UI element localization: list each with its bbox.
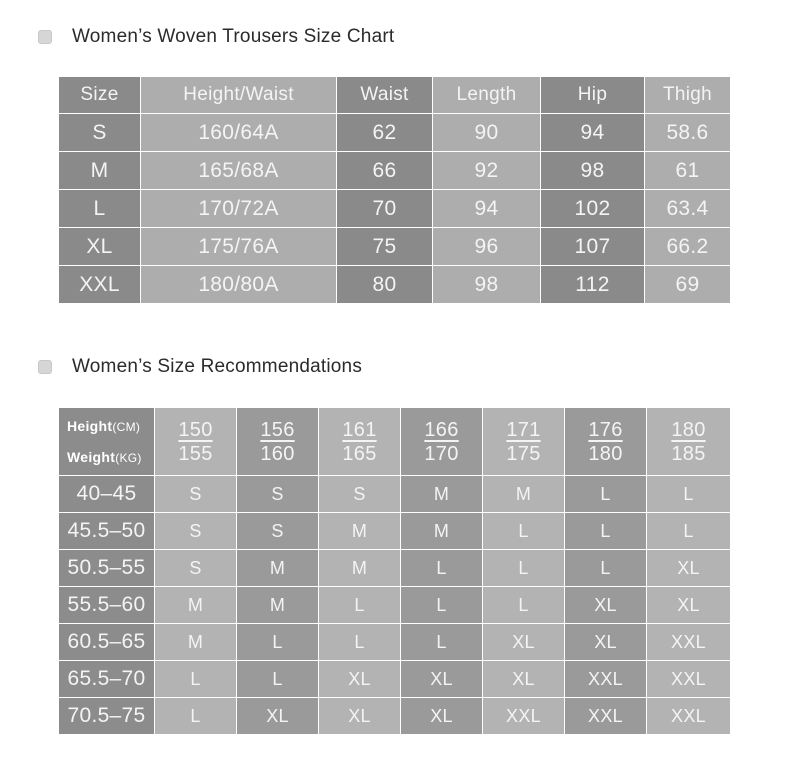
size-chart-cell: 75 <box>337 228 433 266</box>
size-chart-cell: 80 <box>337 266 433 304</box>
recommended-size-cell: L <box>483 513 565 550</box>
recommended-size-cell: S <box>155 476 237 513</box>
recommended-size-cell: XXL <box>647 624 731 661</box>
recommended-size-cell: XL <box>401 698 483 735</box>
height-range-cell <box>647 408 731 476</box>
size-chart-cell: 160/64A <box>141 114 337 152</box>
recommended-size-cell: S <box>155 550 237 587</box>
size-chart-cell: M <box>59 152 141 190</box>
size-chart-cell: 62 <box>337 114 433 152</box>
recommended-size-cell: M <box>319 550 401 587</box>
recommended-size-cell: S <box>237 513 319 550</box>
size-chart-header-row <box>59 77 731 114</box>
recommended-size-cell: XL <box>319 661 401 698</box>
weight-label <box>67 442 154 473</box>
height-range-to: 180 <box>588 442 623 465</box>
recommended-size-cell: XL <box>401 661 483 698</box>
size-chart-cell: 66 <box>337 152 433 190</box>
size-chart-header-cell: Hip <box>541 77 645 114</box>
size-chart-row <box>59 152 731 190</box>
recommended-size-cell: S <box>237 476 319 513</box>
recommended-size-cell: XL <box>565 624 647 661</box>
recommended-size-cell: XXL <box>483 698 565 735</box>
size-chart-header-cell: Thigh <box>645 77 731 114</box>
height-weight-corner-cell <box>59 408 155 476</box>
size-chart-cell: 92 <box>433 152 541 190</box>
recommended-size-cell: M <box>483 476 565 513</box>
bullet-icon <box>38 30 52 44</box>
recommended-size-cell: M <box>401 513 483 550</box>
recommended-size-cell: L <box>401 550 483 587</box>
recommended-size-cell: XL <box>647 587 731 624</box>
recommendation-row <box>59 698 731 735</box>
recommended-size-cell: XXL <box>565 698 647 735</box>
size-chart-cell: 58.6 <box>645 114 731 152</box>
size-chart-cell: L <box>59 190 141 228</box>
recommendation-row <box>59 587 731 624</box>
size-chart-cell: XL <box>59 228 141 266</box>
size-chart-cell: S <box>59 114 141 152</box>
recommended-size-cell: L <box>155 698 237 735</box>
recommended-size-cell: XXL <box>565 661 647 698</box>
recommendation-row <box>59 624 731 661</box>
size-chart-cell: 180/80A <box>141 266 337 304</box>
recommended-size-cell: XL <box>565 587 647 624</box>
size-chart-row <box>59 266 731 304</box>
size-chart-row <box>59 228 731 266</box>
recommended-size-cell: XXL <box>647 661 731 698</box>
recommendations-heading <box>38 356 362 378</box>
size-chart-cell: 112 <box>541 266 645 304</box>
size-chart-cell: 63.4 <box>645 190 731 228</box>
height-unit: (CM) <box>112 419 141 434</box>
recommendation-row <box>59 476 731 513</box>
size-chart-cell: 94 <box>541 114 645 152</box>
weight-range-cell: 50.5–55 <box>59 550 155 587</box>
recommended-size-cell: XL <box>483 624 565 661</box>
recommendations-title: Women’s Size Recommendations <box>72 356 363 377</box>
recommended-size-cell: XL <box>319 698 401 735</box>
recommended-size-cell: L <box>483 550 565 587</box>
height-label-text: Height <box>67 417 113 434</box>
size-chart-cell: 102 <box>541 190 645 228</box>
recommended-size-cell: L <box>647 476 731 513</box>
recommended-size-cell: M <box>237 587 319 624</box>
weight-range-cell: 60.5–65 <box>59 624 155 661</box>
height-range-from: 166 <box>424 418 459 441</box>
size-chart-cell: 66.2 <box>645 228 731 266</box>
recommended-size-cell: L <box>401 624 483 661</box>
size-chart-cell: 107 <box>541 228 645 266</box>
size-chart-table <box>58 76 731 304</box>
size-chart-cell: 94 <box>433 190 541 228</box>
height-range-cell <box>155 408 237 476</box>
recommended-size-cell: L <box>319 624 401 661</box>
recommended-size-cell: XL <box>647 550 731 587</box>
recommended-size-cell: L <box>565 513 647 550</box>
size-chart-row <box>59 114 731 152</box>
height-range-cell <box>319 408 401 476</box>
height-range-to: 170 <box>424 442 459 465</box>
recommended-size-cell: L <box>565 476 647 513</box>
height-range-from: 156 <box>260 418 295 441</box>
weight-range-cell: 55.5–60 <box>59 587 155 624</box>
size-chart-cell: 70 <box>337 190 433 228</box>
recommended-size-cell: L <box>483 587 565 624</box>
recommended-size-cell: M <box>319 513 401 550</box>
recommended-size-cell: L <box>647 513 731 550</box>
height-range-to: 185 <box>671 442 706 465</box>
size-chart-header-cell: Waist <box>337 77 433 114</box>
recommended-size-cell: XXL <box>647 698 731 735</box>
size-chart-cell: 69 <box>645 266 731 304</box>
height-range-to: 160 <box>260 442 295 465</box>
recommended-size-cell: M <box>155 587 237 624</box>
height-range-to: 165 <box>342 442 377 465</box>
recommendation-row <box>59 513 731 550</box>
recommended-size-cell: L <box>401 587 483 624</box>
recommended-size-cell: S <box>319 476 401 513</box>
size-chart-header-cell: Height/Waist <box>141 77 337 114</box>
weight-range-cell: 70.5–75 <box>59 698 155 735</box>
recommendations-header-row <box>59 408 731 476</box>
recommended-size-cell: XL <box>237 698 319 735</box>
weight-range-cell: 40–45 <box>59 476 155 513</box>
weight-range-cell: 45.5–50 <box>59 513 155 550</box>
size-chart-cell: 175/76A <box>141 228 337 266</box>
recommended-size-cell: XL <box>483 661 565 698</box>
size-chart-cell: 98 <box>541 152 645 190</box>
size-chart-header-cell: Length <box>433 77 541 114</box>
height-range-from: 150 <box>178 418 213 441</box>
recommended-size-cell: M <box>155 624 237 661</box>
height-range-from: 171 <box>506 418 541 441</box>
height-range-cell <box>483 408 565 476</box>
recommended-size-cell: L <box>565 550 647 587</box>
recommendation-row <box>59 661 731 698</box>
height-range-cell <box>237 408 319 476</box>
weight-label-text: Weight <box>67 448 116 465</box>
height-range-cell <box>401 408 483 476</box>
height-range-from: 161 <box>342 418 377 441</box>
height-range-from: 176 <box>588 418 623 441</box>
size-recommendations-table <box>58 407 731 735</box>
height-range-to: 155 <box>178 442 213 465</box>
height-range-to: 175 <box>506 442 541 465</box>
recommended-size-cell: M <box>401 476 483 513</box>
weight-range-cell: 65.5–70 <box>59 661 155 698</box>
recommendation-row <box>59 550 731 587</box>
size-chart-cell: 170/72A <box>141 190 337 228</box>
size-chart-title: Women’s Woven Trousers Size Chart <box>72 26 395 47</box>
height-label <box>67 411 154 442</box>
weight-unit: (KG) <box>115 450 142 465</box>
size-chart-cell: 165/68A <box>141 152 337 190</box>
recommended-size-cell: L <box>237 624 319 661</box>
size-chart-row <box>59 190 731 228</box>
size-chart-heading <box>38 26 394 48</box>
size-chart-cell: 61 <box>645 152 731 190</box>
bullet-icon <box>38 360 52 374</box>
size-chart-header-cell: Size <box>59 77 141 114</box>
recommended-size-cell: L <box>319 587 401 624</box>
height-range-from: 180 <box>671 418 706 441</box>
size-chart-cell: 98 <box>433 266 541 304</box>
recommended-size-cell: L <box>237 661 319 698</box>
size-chart-cell: 96 <box>433 228 541 266</box>
size-chart-cell: XXL <box>59 266 141 304</box>
height-range-cell <box>565 408 647 476</box>
recommended-size-cell: S <box>155 513 237 550</box>
size-chart-cell: 90 <box>433 114 541 152</box>
recommended-size-cell: M <box>237 550 319 587</box>
recommended-size-cell: L <box>155 661 237 698</box>
